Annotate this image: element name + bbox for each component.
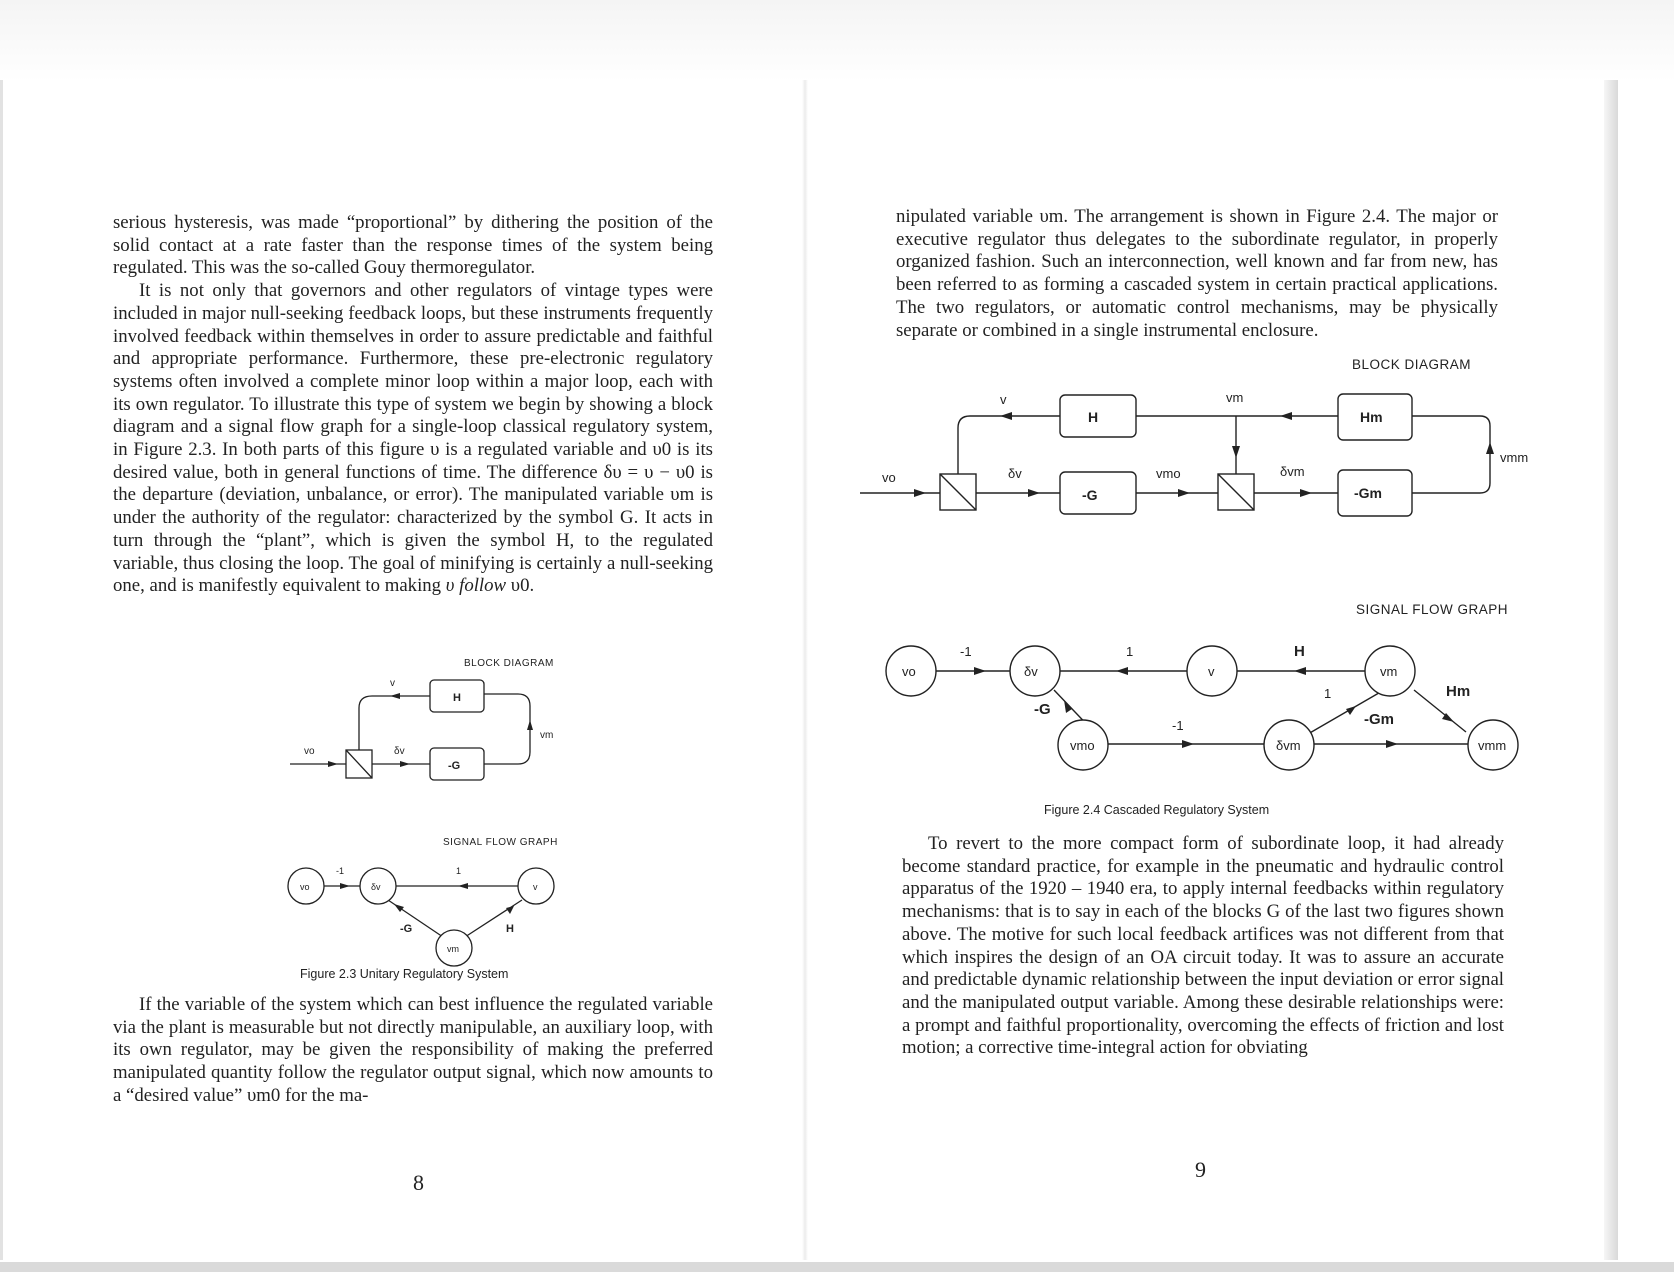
- left-paragraph-2-italic: υ follow: [445, 575, 507, 597]
- fig23-sfg-gain-1: 1: [456, 866, 462, 876]
- fig23-sfg-label-v0: vo: [300, 882, 310, 892]
- left-text-bottom: [113, 994, 713, 1108]
- fig24-bd-label-dvm: δvm: [1280, 464, 1305, 479]
- arrow-icon: [1116, 667, 1128, 675]
- fig23-bd-label-v0: vo: [304, 746, 315, 757]
- fig23-sfg-gain-minus1: -1: [336, 866, 345, 876]
- left-paragraph-3: If the variable of the system which can best influence the regulated variable via the plant is measurable but not directly manipulable, an auxiliary loop, with its own regulator, may be given the responsibility of making the preferred manipulated quantity follow the regulator output signal, which now amounts to a “desired value” υm0 for the ma-: [113, 994, 713, 1106]
- left-paragraph-2-body: It is not only that governors and other regulators of vintage types were included in major null-seeking feedback loops, but these instruments frequently involved feedback within themselves in order to assure predictable and faithful and appropriate performance. Furthermore, these pre-electronic regulatory systems often involved a complete minor loop within a major loop, each with its own regulator. To illustrate this type of system we begin by showing a block diagram and a signal flow graph for a single-loop classical regulatory system, in Figure 2.3. In both parts of this figure υ is a regulated variable and υ0 is its desired value, both in general functions of time. The difference δυ = υ − υ0 is the departure (deviation, unbalance, or error). The manipulated variable υm is under the authority of the regulator: characterized by the symbol G. It acts in turn through the “plant”, which is given the symbol H, to the regulated variable, thus closing the loop. The goal of minifying is certainly a null-seeking one, and is manifestly equivalent to making: [113, 280, 713, 597]
- right-text-top: [896, 206, 1498, 342]
- fig23-bd-label-g: -G: [448, 760, 461, 772]
- fig24-sfg-gain-h: H: [1294, 643, 1305, 660]
- fig24-sfg-gain-1b: 1: [1324, 686, 1332, 701]
- left-paragraph-2-end: υ0.: [510, 575, 535, 597]
- arrow-icon: [1028, 489, 1040, 497]
- right-paragraph-2: To revert to the more compact form of subordinate loop, it had already become standard practice, for example in the pneumatic and hydraulic control apparatus of the 1920 – 1940 era, to apply internal feedbacks within regulatory mechanisms: that is to say in each of the blocks G of the last two figures shown above. The motive for such local feedback artifices was not different from that which inspires the design of an OA circuit today. It was to assure an accurate and predictable dynamic relationship between the input deviation or error signal and the manipulated output variable. Among these desirable relationships were: a prompt and faithful proportionality, overcoming the effects of friction and lost motion; a corrective time-integral action for obviating: [902, 833, 1504, 1059]
- arrow-icon: [1182, 740, 1194, 748]
- fig23-bd-label-v: v: [390, 678, 395, 689]
- fig24-sfg-label-v0: vo: [902, 664, 916, 679]
- arrow-icon: [1486, 442, 1494, 454]
- arrow-icon: [1280, 412, 1292, 420]
- fig23-bd-label-vm: vm: [540, 730, 554, 741]
- arrow-icon: [340, 883, 350, 889]
- fig24-sfg-gain-minus1: -1: [960, 644, 972, 659]
- fig24-signal-flow-graph: [886, 638, 1546, 778]
- fig24-bd-label-gm: -Gm: [1354, 485, 1382, 501]
- arrow-icon: [1294, 667, 1306, 675]
- arrow-icon: [1300, 489, 1312, 497]
- fig24-bd-label-dv: δv: [1008, 466, 1022, 481]
- fig24-sfg-label-vmm: vmm: [1478, 738, 1507, 753]
- book-gutter: [802, 80, 808, 1260]
- fig24-g-block: [1060, 472, 1136, 514]
- fig24-bd-label-hm: Hm: [1360, 409, 1383, 425]
- scan-bottom-margin: [0, 1262, 1674, 1272]
- fig24-bd-label-vmo: vmo: [1156, 466, 1181, 481]
- arrow-icon: [1000, 412, 1012, 420]
- fig23-sfg-label-dv: δv: [371, 882, 381, 892]
- fig24-sfg-label-dv: δv: [1024, 664, 1038, 679]
- fig23-signal-flow-title: SIGNAL FLOW GRAPH: [443, 837, 558, 848]
- arrow-icon: [914, 489, 926, 497]
- fig24-signal-flow-title: SIGNAL FLOW GRAPH: [1356, 602, 1509, 617]
- arrow-icon: [1346, 706, 1356, 715]
- fig24-block-diagram: [860, 390, 1560, 530]
- fig23-block-diagram: [290, 680, 570, 800]
- right-page-number: 9: [1195, 1157, 1206, 1182]
- fig23-block-diagram-title: BLOCK DIAGRAM: [464, 658, 554, 669]
- left-page-number: 8: [413, 1170, 424, 1195]
- fig24-sfg-gain-1: 1: [1126, 644, 1134, 659]
- fig23-signal-flow-graph: [288, 862, 568, 972]
- fig23-caption: Figure 2.3 Unitary Regulatory System: [300, 967, 509, 981]
- fig24-bd-label-v0: vo: [882, 470, 896, 485]
- fig23-sfg-gain-g: -G: [400, 923, 413, 935]
- fig23-sfg-gain-h: H: [506, 923, 514, 935]
- fig24-sfg-gain-hm: Hm: [1446, 683, 1471, 700]
- left-text-top: [113, 212, 713, 598]
- scan-top-margin: [0, 0, 1674, 82]
- fig24-bd-label-v: v: [1000, 392, 1007, 407]
- fig23-sfg-label-vm: vm: [447, 944, 459, 954]
- arrow-icon: [1064, 700, 1072, 713]
- left-paragraph-2: [113, 280, 713, 598]
- arrow-icon: [394, 904, 404, 912]
- fig24-bd-label-vm: vm: [1226, 390, 1244, 405]
- right-text-bottom: [902, 833, 1504, 1060]
- fig24-caption: Figure 2.4 Cascaded Regulatory System: [1044, 803, 1270, 817]
- arrow-icon: [328, 761, 338, 767]
- fig24-sfg-label-vmo: vmo: [1070, 738, 1095, 753]
- fig24-sfg-gain-gm: -Gm: [1364, 711, 1394, 728]
- fig24-sfg-gain-g: -G: [1034, 701, 1051, 718]
- fig24-sfg-gain-minus1b: -1: [1172, 718, 1184, 733]
- fig24-sfg-label-vm: vm: [1380, 664, 1398, 679]
- arrow-icon: [1232, 446, 1240, 458]
- fig24-bd-label-h: H: [1088, 409, 1099, 425]
- right-paragraph-1: nipulated variable υm. The arrangement is shown in Figure 2.4. The major or executive regulator thus delegates to the subordinate regulator, in properly organized fashion. Such an interconnection, well known and far from new, has been referred to as forming a cascaded system in certain practical applications. The two regulators, or automatic control mechanisms, may be physically separate or combined in a single instrumental enclosure.: [896, 206, 1498, 341]
- fig24-bd-label-g: -G: [1082, 487, 1098, 503]
- fig24-sfg-label-v: v: [1208, 664, 1215, 679]
- arrow-icon: [1178, 489, 1190, 497]
- arrow-icon: [974, 667, 986, 675]
- arrow-icon: [400, 761, 410, 767]
- arrow-icon: [458, 883, 468, 889]
- fig23-bd-label-h: H: [453, 692, 461, 704]
- fig24-bd-label-vmm: vmm: [1500, 450, 1529, 465]
- arrow-icon: [527, 720, 533, 730]
- left-paragraph-1: serious hysteresis, was made “proportional” by dithering the position of the solid contact at a rate faster than the response times of the system being regulated. This was the so-called Gouy thermoregulator.: [113, 212, 713, 279]
- arrow-icon: [1386, 740, 1398, 748]
- page-edge-shadow: [1604, 80, 1618, 1260]
- fig24-sfg-label-dvm: δvm: [1276, 738, 1301, 753]
- arrow-icon: [390, 693, 400, 699]
- fig23-sfg-label-v: v: [533, 882, 538, 892]
- fig23-bd-label-dv: δv: [394, 746, 405, 757]
- fig24-block-diagram-title: BLOCK DIAGRAM: [1352, 357, 1472, 372]
